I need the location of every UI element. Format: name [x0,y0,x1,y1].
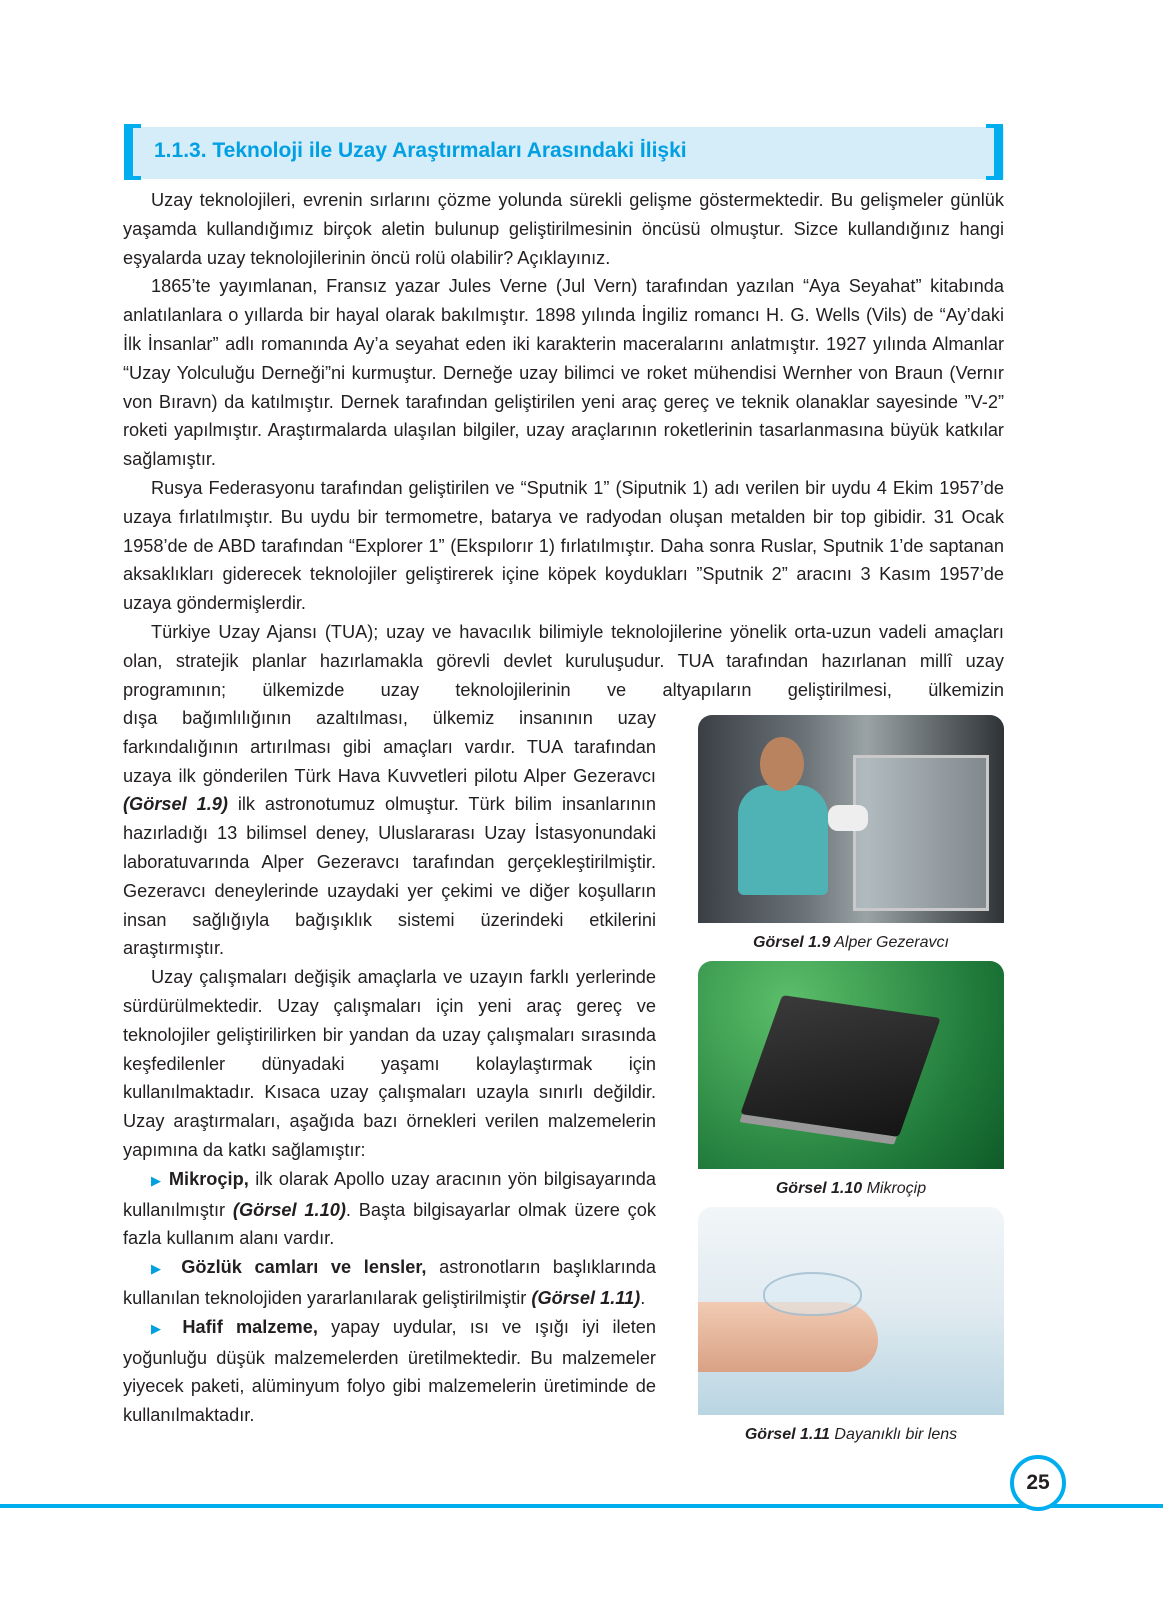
section-title: 1.1.3. Teknoloji ile Uzay Araştırmaları Arasındaki İlişki [154,139,687,162]
text: astronotların başlıklarında kullanılan teknolojiden yararlanılarak geliştirilmiştir [123,1257,657,1308]
bullet-term: Gözlük camları ve lensler, [181,1257,427,1278]
paragraph: Türkiye Uzay Ajansı (TUA); uzay ve havacılık bilimiyle teknolojilerine yönelik orta-uzun vadeli amaçları olan, stratejik planlar hazırlamakla görevli devlet kuruluşudur. TUA tarafından hazırlanan millî uzay programının; ülkemizde uzay teknolojilerinin ve altyapıların geliştirilmesi, ülkemizin [123,621,1004,700]
figure-label: Görsel 1.11 [744,1426,830,1443]
paragraph: Uzay çalışmaları değişik amaçlarla ve uzayın farklı yerlerinde sürdürülmektedir. Uzay çalışmaları için yeni araç gereç ve teknolojiler geliştirilirken bir yandan da uzay çalışmaları sırasında keşfedilenler dünyadaki yaşamı kolaylaştırmak için kullanılmaktadır. Kısaca uzay çalışmaları uzayla sınırlı değildir. Uzay araştırmaları, aşağıda bazı örnekleri verilen malzemelerin yapımına da katkı sağlamıştır: [123,967,656,1160]
body-text-full-width [123,186,1004,704]
text: ilk olarak Apollo uzay aracının yön bilgisayarında kullanılmıştır [123,1168,656,1220]
right-bracket-decoration [986,124,1003,180]
microchip-photo [698,961,1004,1169]
caption-text: Alper Gezeravcı [830,934,949,951]
figure-reference: (Görsel 1.9) [123,794,228,815]
bullet-term: Mikroçip, [168,1168,249,1189]
paragraph: 1865’te yayımlanan, Fransız yazar Jules Verne (Jul Vern) tarafından yazılan “Aya Seyahat” kitabında anlatılanlara o yıllarda bir hayal olarak bakılmıştır. 1898 yılında İngiliz romancı H. G. Wells (Vils) de “Ay’daki İlk İnsanlar” adlı romanında Ay’a seyahat eden iki karakterin maceralarını anlatmıştır. 1927 yılında Almanlar “Uzay Yolculuğu Derneği”ni kurmuştur. Derneğe uzay bilimci ve roket mühendisi Wernher von Braun (Vernır von Bıravn) da katılmıştır. Dernek tarafından geliştirilen yeni araç gereç ve teknik olanaklar sayesinde ”V-2” roketi yapılmıştır. Araştırmalarda ulaşılan bilgiler, uzay araçlarının roketlerinin tasarlanmasına büyük katkılar sağlamıştır. [123,276,1004,470]
figure-caption [698,1180,1004,1198]
triangle-bullet-icon: ▶ [151,1172,163,1188]
paragraph: Uzay teknolojileri, evrenin sırlarını çözme yolunda sürekli gelişme göstermektedir. Bu gelişmeler günlük yaşamda kullandığımız birçok aletin bulunup geliştirilmesinin öncüsü olmuştur. Sizce kullandığınız hangi eşyalarda uzay teknolojilerinin öncü rolü olabilir? Açıklayınız. [123,190,1004,268]
bullet-item [123,1165,656,1253]
figure-label: Görsel 1.10 [775,1180,863,1197]
text: . Başta bilgisayarlar olmak üzere çok fazla kullanım alanı vardır. [123,1199,656,1249]
figure-label: Görsel 1.9 [753,934,831,951]
left-bracket-decoration [124,124,141,180]
triangle-bullet-icon: ▶ [151,1261,169,1277]
text: yapay uydular, ısı ve ışığı iyi ileten yoğunluğu düşük malzemelerden üretilmektedir. Bu malzemeler yiyecek paketi, alüminyum folyo gibi malzemelerin üretiminde de kullanılmaktadır. [123,1316,656,1426]
figure-reference: (Görsel 1.10) [232,1199,346,1220]
figure-caption [698,934,1004,952]
text: ilk astronotumuz olmuştur. Türk bilim insanlarının hazırladığı 13 bilimsel deney, Uluslararası Uzay İstasyonundaki laboratuvarında Alper Gezeravcı tarafından gerçekleştirilmiştir. Gezeravcı deneylerinde uzaydaki yer çekimi ve diğer koşulların insan sağlığıyla bağışıklık sistemi üzerindeki etkilerini araştırmıştır. [123,794,656,959]
paragraph: Rusya Federasyonu tarafından geliştirilen ve “Sputnik 1” (Siputnik 1) adı verilen bir uydu 4 Ekim 1957’de uzaya fırlatılmıştır. Bu uydu bir termometre, batarya ve radyodan oluşan metalden bir top gibidir. 31 Ocak 1958’de de ABD tarafından “Explorer 1” (Ekspılorır 1) fırlatılmıştır. Daha sonra Ruslar, Sputnik 1’de saptanan aksaklıkları giderecek teknolojiler geliştirerek içine köpek koydukları ”Sputnik 2” aracını 3 Kasım 1957’de uzaya göndermişlerdir. [123,477,1004,614]
bullet-term: Hafif malzeme, [182,1316,318,1337]
text: . [640,1287,646,1308]
paragraph [123,704,656,963]
body-text-column [123,704,656,1430]
bullet-item [123,1253,656,1313]
caption-text: Dayanıklı bir lens [829,1426,958,1443]
figure-reference: (Görsel 1.11) [531,1287,641,1308]
page-number: 25 [1010,1455,1066,1511]
caption-text: Mikroçip [862,1180,927,1197]
astronaut-photo [698,715,1004,923]
bullet-item [123,1313,656,1430]
triangle-bullet-icon: ▶ [151,1320,170,1336]
figure-caption [698,1426,1004,1444]
text: dışa bağımlılığının azaltılması, ülkemiz insanının uzay farkındalığının artırılması gibi amaçları vardır. TUA tarafından uzaya ilk gönderilen Türk Hava Kuvvetleri pilotu Alper Gezeravcı [123,708,656,786]
footer-rule [0,1504,1163,1508]
contact-lens-photo [698,1207,1004,1415]
